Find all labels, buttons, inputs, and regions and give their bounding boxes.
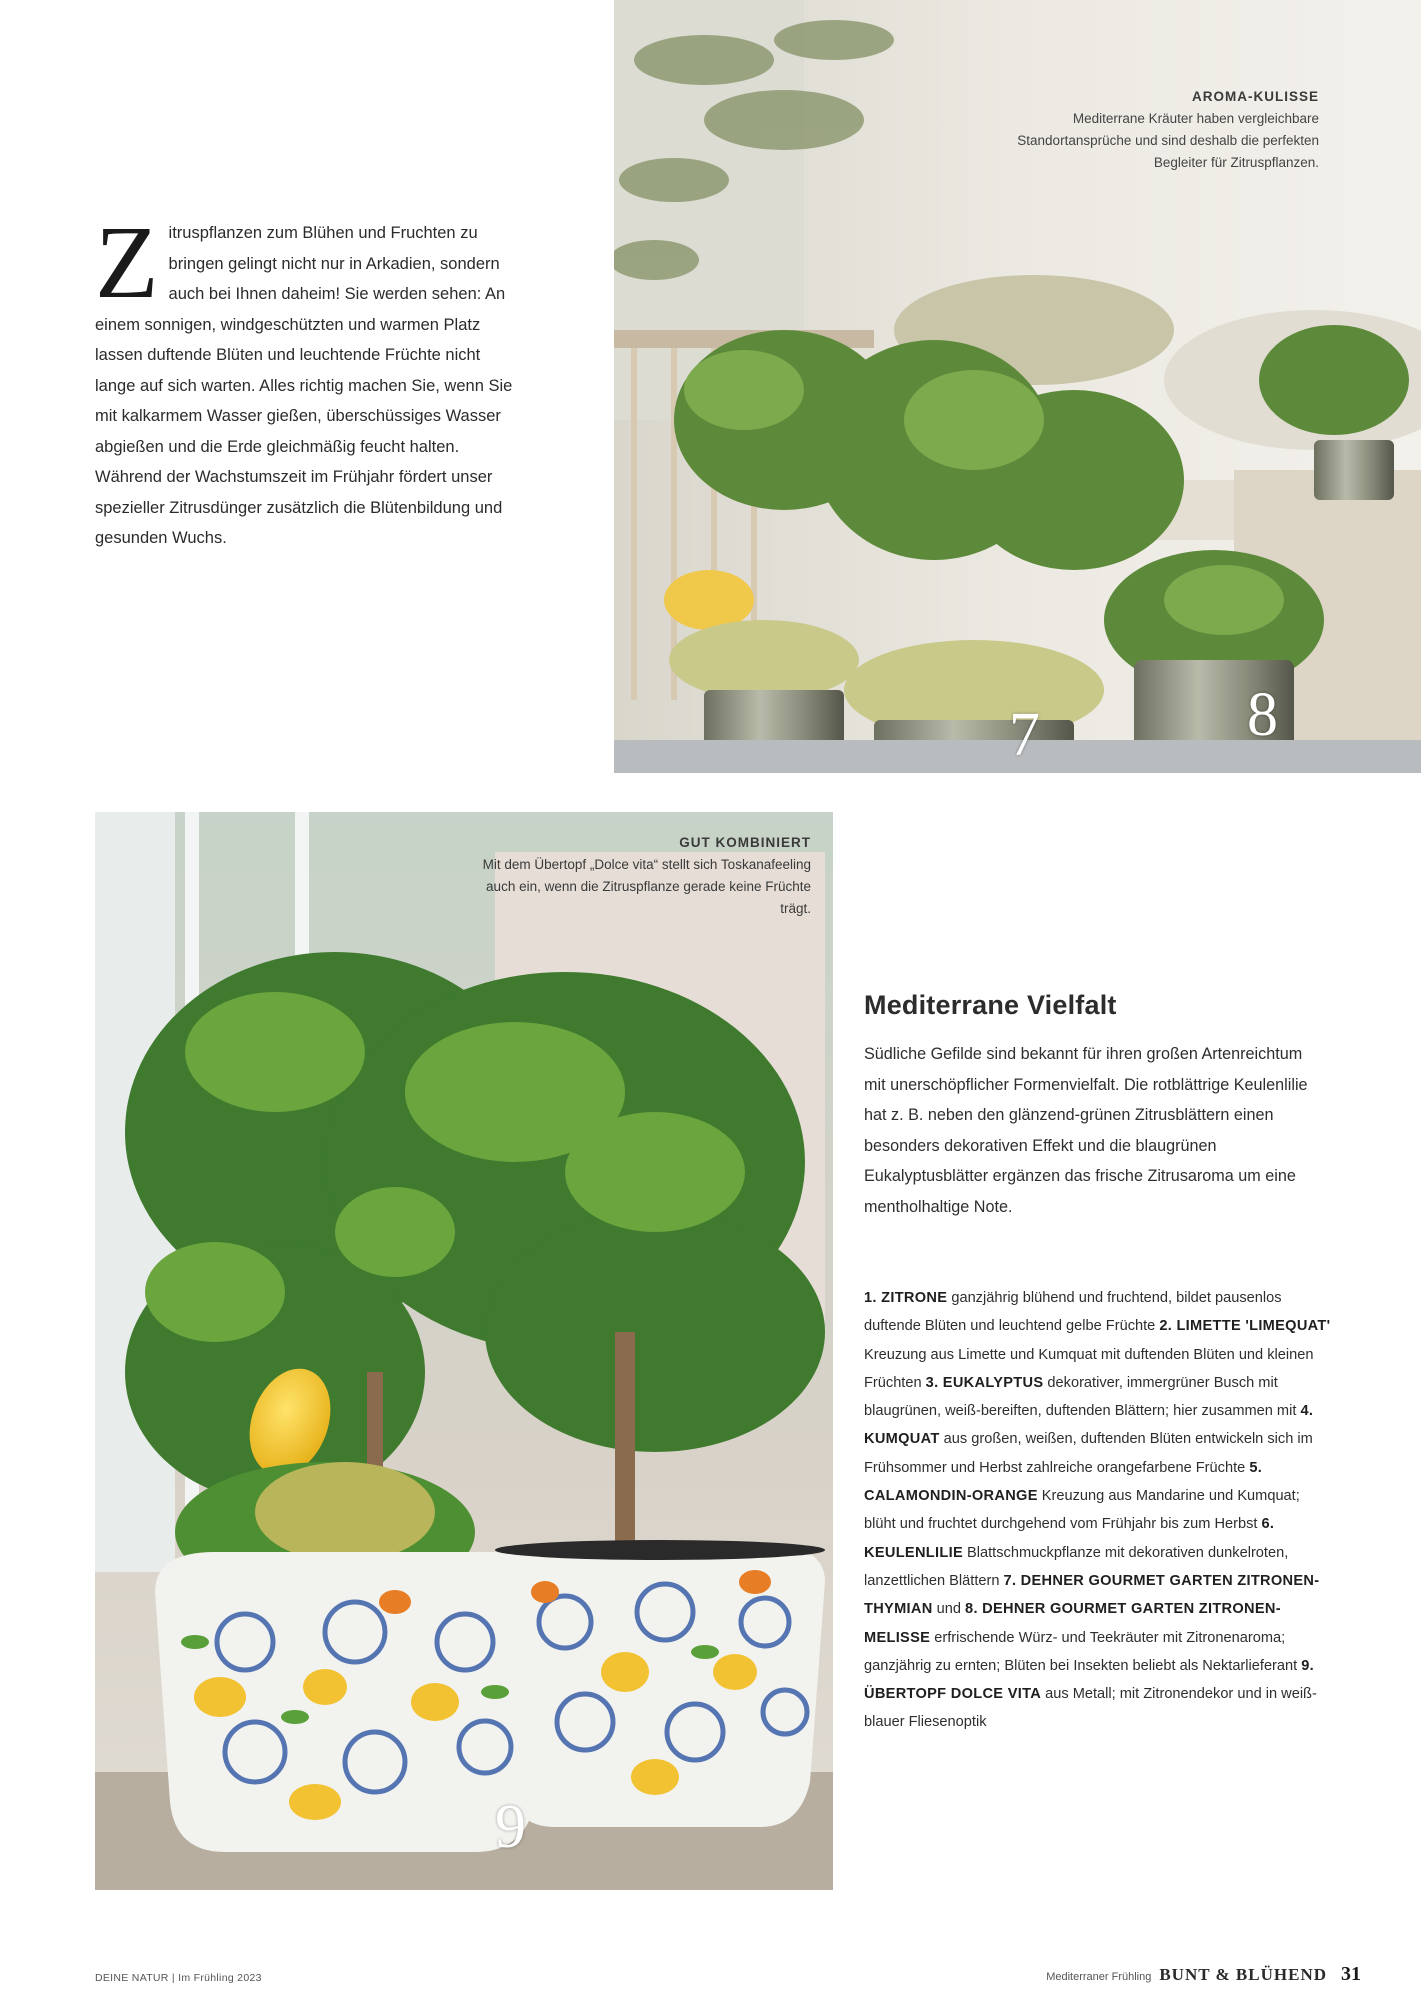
product-text: erfrischende Würz- und Teekräuter mit Zitronenaroma; ganzjährig zu ernten; Blüten bei Insekten beliebt als Nektarlieferant: [864, 1629, 1302, 1674]
photo-lemon-trees: [95, 812, 833, 1890]
photo-herbs-balcony: [614, 0, 1421, 773]
caption-title: GUT KOMBINIERT: [679, 835, 811, 850]
product-text: Kreuzung aus Limette und Kumquat mit duftenden Blüten und kleinen Früchten: [864, 1346, 1314, 1391]
product-label: 3. EUKALYPTUS: [925, 1374, 1044, 1391]
product-label: 7. DEHNER GOURMET GARTEN ZITRONEN-THYMIAN: [864, 1572, 1320, 1618]
drop-cap: Z: [95, 205, 159, 320]
product-text: aus großen, weißen, duftenden Blüten entwickeln sich im Frühsommer und Herbst zahlreiche orangefarbene Früchte: [864, 1431, 1313, 1476]
caption-aroma-kulisse: [989, 86, 1319, 174]
product-label: 4. KUMQUAT: [864, 1403, 1314, 1448]
caption-title: AROMA-KULISSE: [1192, 89, 1319, 104]
footer-brand: BUNT & BLÜHEND: [1159, 1965, 1327, 1984]
product-text: und: [932, 1601, 966, 1618]
caption-gut-kombiniert: [471, 832, 811, 920]
product-list: [864, 1284, 1332, 1737]
photo-lemon-illustration: [95, 812, 833, 1890]
photo-label-7: 7: [1009, 701, 1040, 769]
photo-label-8: 8: [1247, 681, 1278, 749]
footer-section: [1046, 1963, 1361, 1986]
product-text: Kreuzung aus Mandarine und Kumquat; blüht und fruchtet durchgehend vom Frühjahr bis zum Herbst: [864, 1488, 1300, 1533]
intro-text: [95, 205, 525, 554]
product-text: dekorativer, immergrüner Busch mit blaugrünen, weiß-bereiften, duftenden Blättern; hier zusammen mit: [864, 1374, 1301, 1420]
product-label: 1. ZITRONE: [864, 1290, 948, 1306]
product-text: ganzjährig blühend und fruchtend, bildet pausenlos duftende Blüten und leuchtend gelbe Früchte: [864, 1290, 1282, 1335]
product-label: 6. KEULENLILIE: [864, 1516, 1275, 1561]
product-label: 5. CALAMONDIN-ORANGE: [864, 1459, 1263, 1505]
photo-label-9: 9: [495, 1793, 526, 1861]
product-text: Blattschmuckpflanze mit dekorativen dunkelroten, lanzettlichen Blättern: [864, 1544, 1289, 1589]
section-heading: Mediterrane Vielfalt: [864, 990, 1117, 1020]
caption-text: Mediterrane Kräuter haben vergleichbare Standortansprüche und sind deshalb die perfekten Begleiter für Zitruspflanzen.: [1017, 111, 1319, 170]
page-number: 31: [1341, 1963, 1361, 1985]
product-label: 2. LIMETTE 'LIMEQUAT': [1159, 1318, 1331, 1335]
footer-topic: Mediterraner Frühling: [1046, 1971, 1152, 1983]
product-text: aus Metall; mit Zitronendekor und in weiß-blauer Fliesenoptik: [864, 1686, 1317, 1731]
intro-body: itruspflanzen zum Blühen und Fruchten zu bringen gelingt nicht nur in Arkadien, sondern auch bei Ihnen daheim! Sie werden sehen: An einem sonnigen, windgeschützten und warmen Platz lassen duftende Blüten und leuchtende Früchte nicht lange auf sich warten. Alles richtig machen Sie, wenn Sie mit kalkarmem Wasser gießen, überschüssiges Wasser abgießen und die Erde gleichmäßig feucht halten. Während der Wachstumszeit im Frühjahr fördert unser spezieller Zitrusdünger zusätzlich die Blütenbildung und gesunden Wuchs.: [95, 224, 513, 547]
caption-text: Mit dem Übertopf „Dolce vita“ stellt sich Toskanafeeling auch ein, wenn die Zitruspflanze gerade keine Früchte trägt.: [482, 857, 811, 916]
section-lead: Südliche Gefilde sind bekannt für ihren großen Artenreichtum mit unerschöpflicher Formenvielfalt. Die rotblättrige Keulenlilie hat z. B. neben den glänzend-grünen Zitrusblättern einen besonders dekorativen Effekt und die blaugrünen Eukalyptusblätter ergänzen das frische Zitrusaroma um eine mentholhaltige Note.: [864, 1045, 1308, 1216]
footer-issue: DEINE NATUR | Im Frühling 2023: [95, 1972, 262, 1984]
product-label: 8. DEHNER GOURMET GARTEN ZITRONEN-MELISSE: [864, 1601, 1281, 1646]
product-label: 9. ÜBERTOPF DOLCE VITA: [864, 1657, 1315, 1703]
section-mediterrane-vielfalt: [864, 990, 1324, 1222]
